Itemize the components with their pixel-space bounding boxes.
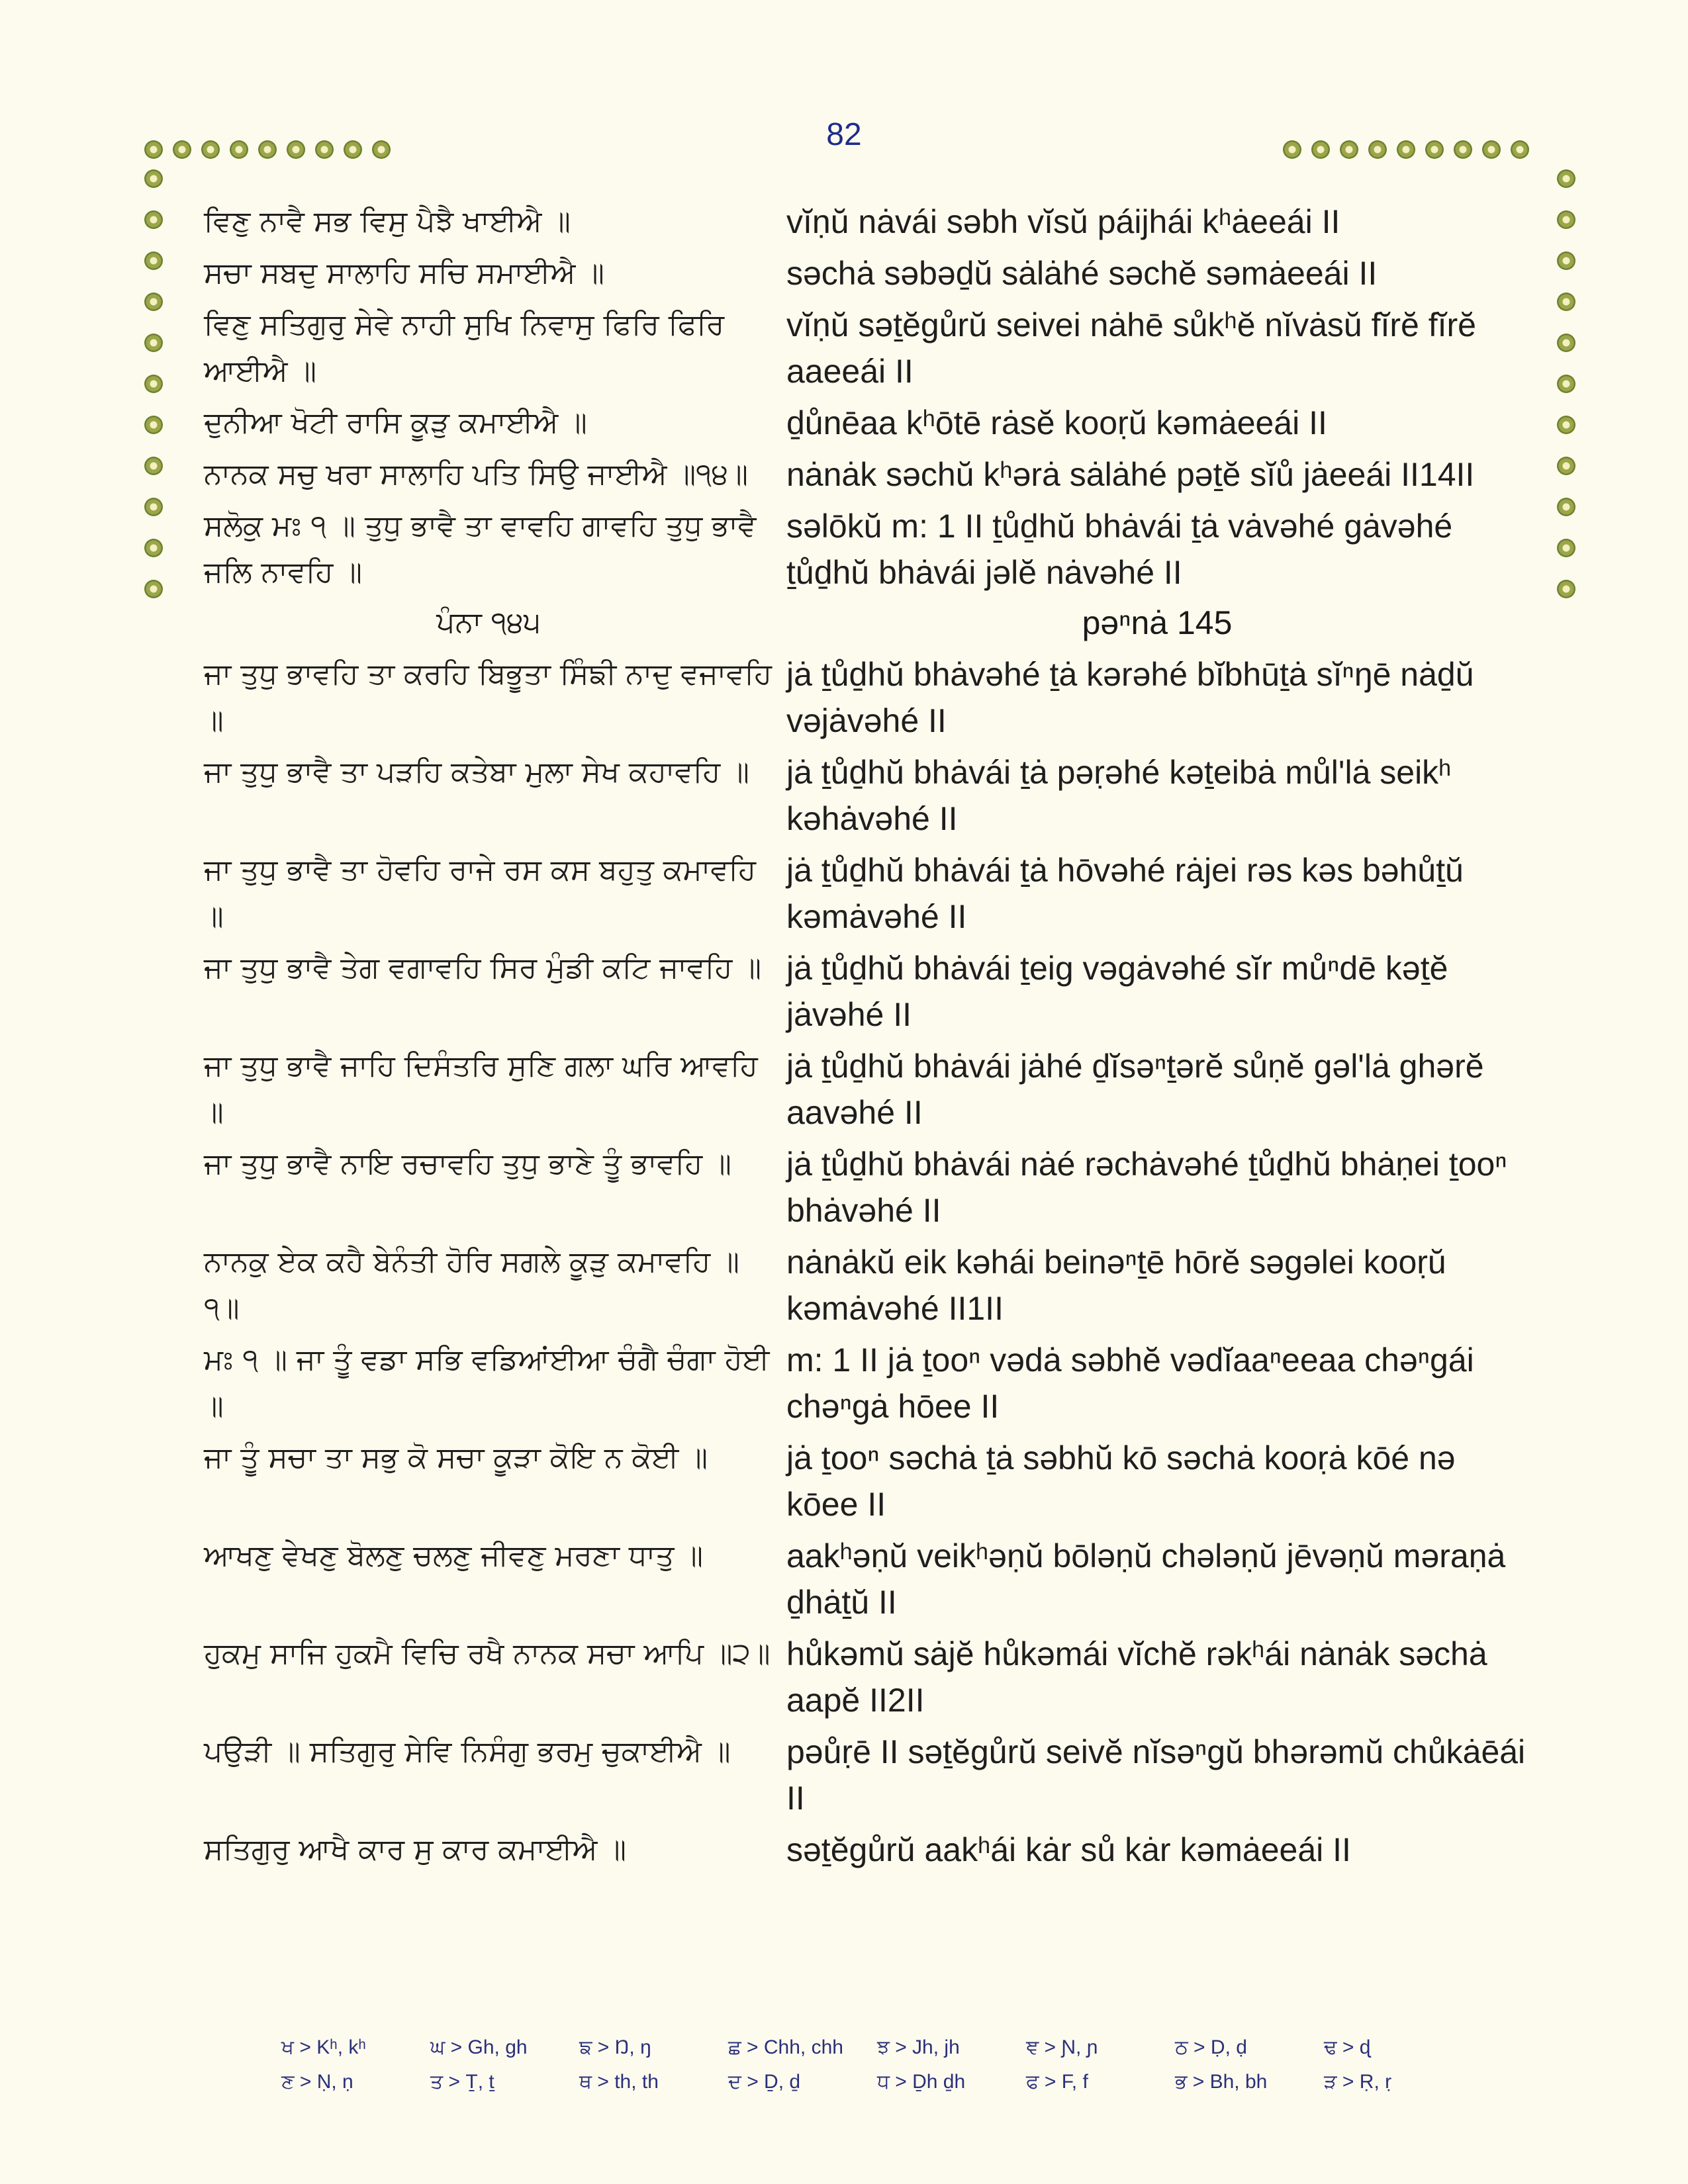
transliteration-line: nȧnȧkŭ eik kəhái beinəⁿṯē hōrĕ səgəlei kooṛŭ kəmȧvəhé II1II	[786, 1244, 1446, 1327]
transliteration-line: vĭṇŭ nȧvái səbh vĭsŭ páijhái kʰȧeeái II	[786, 203, 1340, 240]
verse-row	[204, 1533, 1528, 1625]
flower-icon	[1340, 140, 1358, 159]
flower-icon	[315, 140, 334, 159]
transliteration-line: pəůṛē II səṯĕgůrŭ seivĕ nĭsəⁿgŭ bhərəmŭ chůkȧēái II	[786, 1733, 1526, 1817]
legend-item: ਭ > Bh, bh	[1175, 2071, 1268, 2093]
decorative-border-right	[1557, 169, 1575, 598]
legend-item: ਛ > Chh, chh	[728, 2036, 843, 2058]
gurmukhi-line: ਨਾਨਕ ਸਚੁ ਖਰਾ ਸਾਲਾਹਿ ਪਤਿ ਸਿਉ ਜਾਈਐ ॥੧੪॥	[204, 457, 749, 491]
transliteration-legend	[281, 2030, 1473, 2099]
verse-row	[204, 945, 1528, 1038]
verse-row	[204, 847, 1528, 940]
flower-icon	[1557, 457, 1575, 475]
transliteration-line: jȧ ṯůḏhŭ bhȧvəhé ṯȧ kərəhé bĭbhūṯȧ sĭⁿŋē nȧḏŭ vəjȧvəhé II	[786, 656, 1474, 739]
scripture-content	[204, 199, 1528, 1878]
flower-icon	[1283, 140, 1301, 159]
transliteration-line: jȧ ṯooⁿ səchȧ ṯȧ səbhŭ kō səchȧ kooṛȧ kōé nə kōee II	[786, 1439, 1456, 1523]
gurmukhi-line: ਜਾ ਤੁਧੁ ਭਾਵੈ ਤਾ ਪੜਹਿ ਕਤੇਬਾ ਮੁਲਾ ਸੇਖ ਕਹਾਵਹਿ ॥	[204, 755, 749, 789]
verse-row	[204, 651, 1528, 744]
legend-item: ਢ > ɖ	[1324, 2036, 1371, 2058]
transliteration-line: jȧ ṯůḏhŭ bhȧvái ṯȧ pəṛəhé kəṯeibȧ můl'lȧ seikʰ kəhȧvəhé II	[786, 754, 1452, 837]
flower-icon	[1557, 293, 1575, 311]
verse-row	[204, 199, 1528, 245]
legend-item: ਙ > Ŋ, ŋ	[579, 2036, 651, 2058]
verse-row	[204, 1631, 1528, 1723]
transliteration-line: səchȧ səbəḏŭ sȧlȧhé səchĕ səmȧeeái II	[786, 255, 1378, 292]
gurmukhi-line: ਸਲੋਕੁ ਮਃ ੧ ॥ ਤੁਧੁ ਭਾਵੈ ਤਾ ਵਾਵਹਿ ਗਾਵਹਿ ਤੁਧੁ ਭਾਵੈ ਜਲਿ ਨਾਵਹਿ ॥	[204, 509, 757, 589]
legend-item: ਦ > Ḏ, ḏ	[728, 2071, 801, 2093]
flower-icon	[144, 416, 163, 434]
transliteration-line: vĭṇŭ səṯĕgůrŭ seivei nȧhē sůkʰĕ nĭvȧsŭ fĭrĕ fĭrĕ aaeeái II	[786, 306, 1476, 390]
gurmukhi-line: ਦੁਨੀਆ ਖੋਟੀ ਰਾਸਿ ਕੂੜੁ ਕਮਾਈਐ ॥	[204, 406, 587, 439]
flower-icon	[144, 140, 163, 159]
gurmukhi-line: ਵਿਣੁ ਸਤਿਗੁਰੁ ਸੇਵੇ ਨਾਹੀ ਸੁਖਿ ਨਿਵਾਸੁ ਫਿਰਿ ਫਿਰਿ ਆਈਐ ॥	[204, 308, 725, 388]
gurmukhi-line: ਜਾ ਤੂੰ ਸਚਾ ਤਾ ਸਭੁ ਕੋ ਸਚਾ ਕੂੜਾ ਕੋਇ ਨ ਕੋਈ ॥	[204, 1441, 708, 1475]
page-marker-transliteration: pəⁿnȧ 145	[1082, 604, 1233, 641]
flower-icon	[144, 210, 163, 229]
flower-icon	[1557, 375, 1575, 393]
gurmukhi-line: ਜਾ ਤੁਧੁ ਭਾਵੈ ਤਾ ਹੋਵਹਿ ਰਾਜੇ ਰਸ ਕਸ ਬਹੁਤੁ ਕਮਾਵਹਿ ॥	[204, 853, 757, 933]
flower-icon	[258, 140, 277, 159]
gurmukhi-line: ਜਾ ਤੁਧੁ ਭਾਵੈ ਜਾਹਿ ਦਿਸੰਤਰਿ ਸੁਣਿ ਗਲਾ ਘਰਿ ਆਵਹਿ ॥	[204, 1049, 758, 1129]
legend-item: ਣ > Ṇ, ṇ	[281, 2071, 353, 2093]
flower-icon	[1454, 140, 1472, 159]
transliteration-line: aakʰəṇŭ veikʰəṇŭ bōləṇŭ chələṇŭ jēvəṇŭ məraṇȧ ḏhȧṯŭ II	[786, 1537, 1506, 1621]
legend-row	[281, 2065, 1473, 2099]
gurmukhi-line: ਪਉੜੀ ॥ ਸਤਿਗੁਰੁ ਸੇਵਿ ਨਿਸੰਗੁ ਭਰਮੁ ਚੁਕਾਈਐ ॥	[204, 1735, 731, 1768]
verse-row	[204, 1043, 1528, 1136]
verse-row	[204, 451, 1528, 498]
verse-row	[204, 1435, 1528, 1527]
verse-row	[204, 400, 1528, 446]
gurmukhi-line: ਮਃ ੧ ॥ ਜਾ ਤੂੰ ਵਡਾ ਸਭਿ ਵਡਿਆਂਈਆ ਚੰਗੈ ਚੰਗਾ ਹੋਈ ॥	[204, 1343, 770, 1423]
page-marker-gurmukhi: ਪੰਨਾ ੧੪੫	[436, 606, 541, 639]
gurmukhi-line: ਸਤਿਗੁਰੁ ਆਖੈ ਕਾਰ ਸੁ ਕਾਰ ਕਮਾਈਐ ॥	[204, 1833, 627, 1866]
legend-item: ਫ > F, f	[1026, 2071, 1088, 2093]
transliteration-line: ḏůnēaa kʰōtē rȧsĕ kooṛŭ kəmȧeeái II	[786, 404, 1327, 441]
transliteration-line: səṯĕgůrŭ aakʰái kȧr sů kȧr kəmȧeeái II	[786, 1831, 1351, 1868]
flower-icon	[144, 498, 163, 516]
flower-icon	[144, 251, 163, 270]
flower-icon	[1368, 140, 1387, 159]
flower-icon	[144, 580, 163, 598]
gurmukhi-line: ਜਾ ਤੁਧੁ ਭਾਵੈ ਨਾਇ ਰਚਾਵਹਿ ਤੁਧੁ ਭਾਣੇ ਤੂੰ ਭਾਵਹਿ ॥	[204, 1147, 731, 1181]
flower-icon	[144, 334, 163, 352]
legend-item: ਖ > Kʰ, kʰ	[281, 2036, 366, 2058]
flower-icon	[1557, 416, 1575, 434]
flower-icon	[1482, 140, 1501, 159]
flower-icon	[144, 293, 163, 311]
decorative-border-top-left	[144, 140, 391, 159]
flower-icon	[173, 140, 191, 159]
decorative-border-left	[144, 169, 163, 598]
verse-row	[204, 1827, 1528, 1873]
legend-item: ਧ > Ḏh ḏh	[877, 2071, 966, 2093]
legend-item: ਤ > Ṯ, ṯ	[430, 2071, 494, 2093]
flower-icon	[144, 457, 163, 475]
gurmukhi-line: ਵਿਣੁ ਨਾਵੈ ਸਭ ਵਿਸੁ ਪੈਝੈ ਖਾਈਐ ॥	[204, 205, 571, 238]
gurmukhi-line: ਜਾ ਤੁਧੁ ਭਾਵੈ ਤੇਗ ਵਗਾਵਹਿ ਸਿਰ ਮੁੰਡੀ ਕਟਿ ਜਾਵਹਿ ॥	[204, 951, 762, 985]
flower-icon	[201, 140, 220, 159]
flower-icon	[1557, 169, 1575, 188]
verse-row	[204, 1239, 1528, 1332]
flower-icon	[1557, 251, 1575, 270]
decorative-border-top-right	[1283, 140, 1529, 159]
legend-row	[281, 2030, 1473, 2065]
transliteration-line: jȧ ṯůḏhŭ bhȧvái ṯeig vəgȧvəhé sĭr můⁿdē kəṯĕ jȧvəhé II	[786, 950, 1448, 1033]
legend-item: ਘ > Gh, gh	[430, 2036, 528, 2058]
flower-icon	[144, 169, 163, 188]
transliteration-line: səlōkŭ m: 1 II ṯůḏhŭ bhȧvái ṯȧ vȧvəhé gȧvəhé ṯůḏhŭ bhȧvái jəlĕ nȧvəhé II	[786, 508, 1453, 591]
flower-icon	[1557, 210, 1575, 229]
flower-icon	[1311, 140, 1330, 159]
legend-item: ਠ > Ḍ, ḍ	[1175, 2036, 1247, 2058]
transliteration-line: jȧ ṯůḏhŭ bhȧvái jȧhé ḏĭsəⁿṯərĕ sůṇĕ gəl'lȧ ghərĕ aavəhé II	[786, 1048, 1484, 1131]
flower-icon	[144, 375, 163, 393]
flower-icon	[1397, 140, 1415, 159]
verse-row	[204, 1729, 1528, 1821]
verse-row	[204, 503, 1528, 596]
legend-item: ਝ > Jh, jh	[877, 2036, 960, 2058]
transliteration-line: m: 1 II jȧ ṯooⁿ vədȧ səbhĕ vədĭaaⁿeeaa chəⁿgái chəⁿgȧ hōee II	[786, 1342, 1474, 1425]
gurmukhi-line: ਹੁਕਮੁ ਸਾਜਿ ਹੁਕਮੈ ਵਿਚਿ ਰਖੈ ਨਾਨਕ ਸਚਾ ਆਪਿ ॥੨॥	[204, 1637, 771, 1670]
transliteration-line: nȧnȧk səchŭ kʰərȧ sȧlȧhé pəṯĕ sĭů jȧeeái II14II	[786, 456, 1475, 493]
flower-icon	[1511, 140, 1529, 159]
gurmukhi-line: ਨਾਨਕੁ ਏਕ ਕਹੈ ਬੇਨੰਤੀ ਹੋਰਿ ਸਗਲੇ ਕੂੜੁ ਕਮਾਵਹਿ ॥੧॥	[204, 1245, 739, 1325]
transliteration-line: jȧ ṯůḏhŭ bhȧvái ṯȧ hōvəhé rȧjei rəs kəs bəhůṯŭ kəmȧvəhé II	[786, 852, 1464, 935]
flower-icon	[1557, 334, 1575, 352]
flower-icon	[344, 140, 362, 159]
transliteration-line: jȧ ṯůḏhŭ bhȧvái nȧé rəchȧvəhé ṯůḏhŭ bhȧṇei ṯooⁿ bhȧvəhé II	[786, 1146, 1507, 1229]
flower-icon	[1557, 539, 1575, 557]
page-marker-row	[204, 601, 1528, 645]
legend-item: ਞ > Ɲ, ɲ	[1026, 2036, 1098, 2058]
flower-icon	[287, 140, 305, 159]
legend-item: ਥ > th, th	[579, 2071, 659, 2093]
verse-row	[204, 749, 1528, 842]
verse-row	[204, 250, 1528, 296]
flower-icon	[144, 539, 163, 557]
verse-row	[204, 1141, 1528, 1234]
flower-icon	[1557, 498, 1575, 516]
gurmukhi-line: ਜਾ ਤੁਧੁ ਭਾਵਹਿ ਤਾ ਕਰਹਿ ਬਿਭੂਤਾ ਸਿੰਙੀ ਨਾਦੁ ਵਜਾਵਹਿ ॥	[204, 657, 772, 737]
verse-row	[204, 1337, 1528, 1430]
legend-item: ੜ > Ṛ, ṛ	[1324, 2071, 1392, 2093]
flower-icon	[230, 140, 248, 159]
page-number: 82	[826, 117, 862, 152]
gurmukhi-line: ਸਚਾ ਸਬਦੁ ਸਾਲਾਹਿ ਸਚਿ ਸਮਾਈਐ ॥	[204, 256, 604, 290]
transliteration-line: hůkəmŭ sȧjĕ hůkəmái vĭchĕ rəkʰái nȧnȧk səchȧ aapĕ II2II	[786, 1635, 1487, 1719]
flower-icon	[1425, 140, 1444, 159]
flower-icon	[372, 140, 391, 159]
gurmukhi-line: ਆਖਣੁ ਵੇਖਣੁ ਬੋਲਣੁ ਚਲਣੁ ਜੀਵਣੁ ਮਰਣਾ ਧਾਤੁ ॥	[204, 1539, 704, 1572]
verse-row	[204, 302, 1528, 394]
flower-icon	[1557, 580, 1575, 598]
